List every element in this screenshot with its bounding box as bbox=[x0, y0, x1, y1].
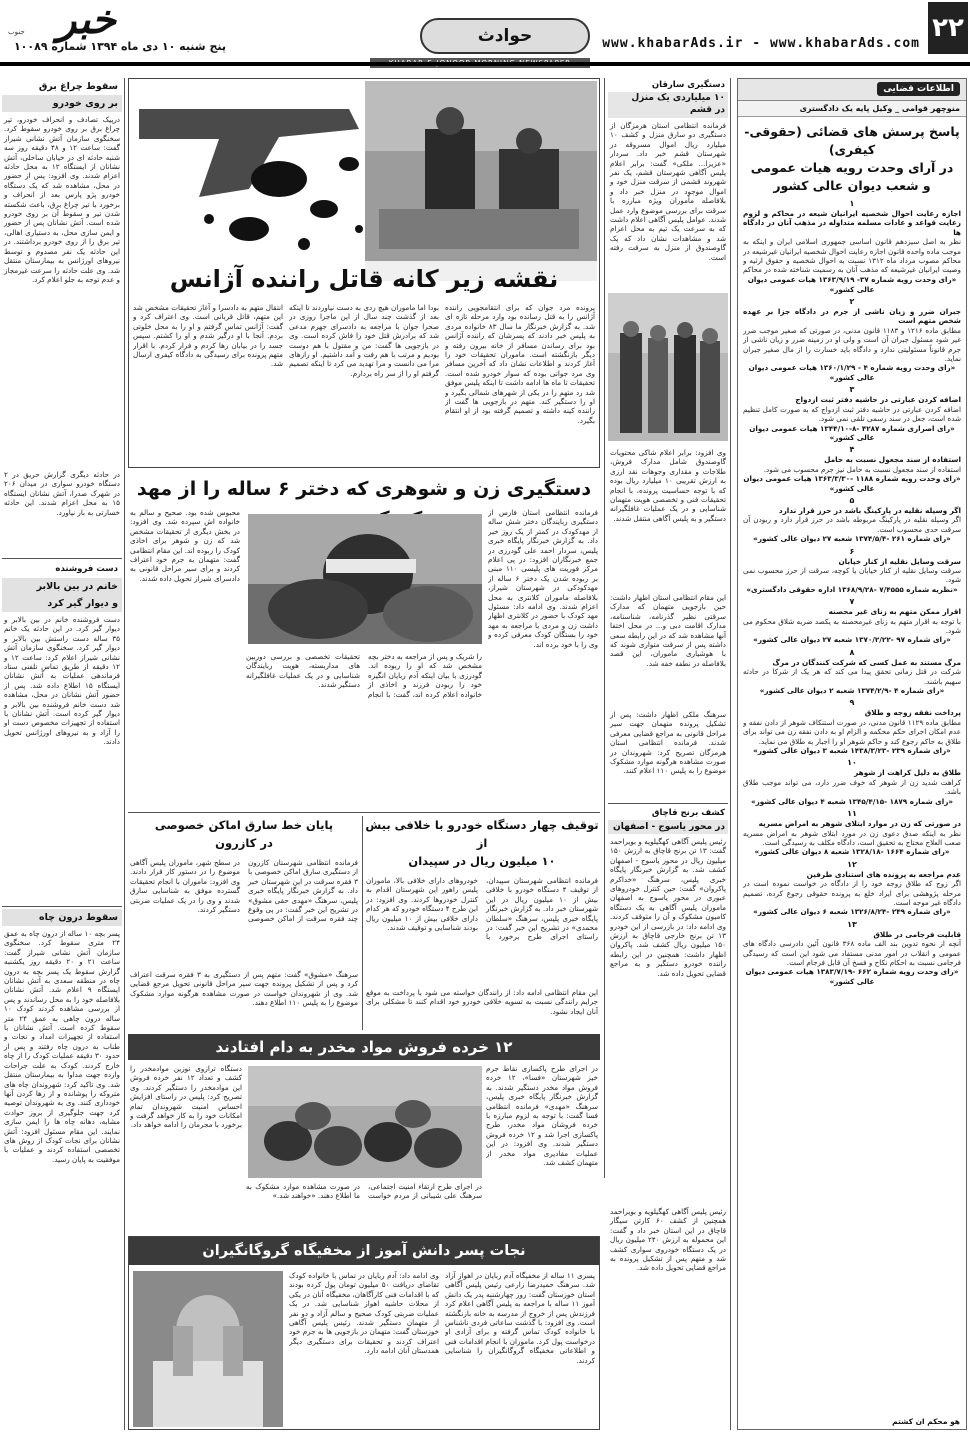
streetlight-body: درپیک تصادف و انحراف خودرو، تیر چراغ برق بر روی خودرو سقوط کرد. سخنگوی سازمان آتش نشانی شیراز گفت: ساعت ۱۲ و ۴۸ دقیقه روز سه شنبه حادثه ای در خیابان ساحلی، آتش نشانان از ایستگاه ۱۲ به محل حادثه اعزام شدند. وی افزود: پس از حضور در محل، مشاهده شد که یک دستگاه خودرو پژو پارس بعد از انحراف و برخورد با تیر چراغ برق، باعث شکسته شدن تیر و سقوط آن بر روی خودرو شده است. آتش نشانان پس از حضور و ایمن سازی محل، به دستیاری اهالی، تیر برق را از روی خودرو برداشتند. در این حادثه یک نفر مصدوم و توسط نیروهای اورژانس به بیمارستان منتقل شد. وی علت حادثه را سرعت غیرمجاز و عدم توجه به جلو اعلام کرد. bbox=[4, 115, 120, 284]
legal-items bbox=[738, 199, 966, 986]
legal-item-number: ۱ bbox=[849, 199, 855, 208]
section-tab bbox=[420, 18, 590, 54]
legal-column bbox=[737, 78, 967, 1430]
story-gheshm-body2: وی افزود: برابر اعلام شاکی محتویات گاوصندوق شامل مدارک فروش، طلاجات و مقداری وجوهات نقد ارزی به ارزش تقریبی ۱۰ میلیارد ریال بوده که با توجه حساسیت پرونده، با انجام تحقیقات فنی و تخصصی هویت متهمان شناسایی و در یک عملیات غافلگیرانه دستگیر و به پلیس آگاهی منتقل شدند. bbox=[610, 448, 726, 523]
legal-item-title: قابلیت فرجامی در طلاق bbox=[873, 929, 961, 939]
legal-item-ref: «رای شماره ۴ -۱۳۷۴/۲/۹ شعبه ۲ دیوان عالی کشور» bbox=[759, 686, 945, 696]
column-rule bbox=[604, 78, 605, 1178]
kidnap-body-2: را شریک و پس از مراجعه به دختر بچه مشخص شد که او را ربوده اند. گودرزی با بیان اینکه آدم ربایان انگیزه خود را ربودن فرزند و اخاذی از خانواده اعلام کرده اند، گفت: با انجام تحقیقات تخصصی و بررسی دوربین های مداربسته، هویت ربایندگان شناسایی و در یک عملیات غافلگیرانه دستگیر شدند. bbox=[246, 652, 482, 699]
kazerun-headline-1: پایان خط سارق اماکن خصوصی bbox=[154, 818, 334, 832]
legal-item bbox=[743, 547, 961, 595]
legal-item-number: ۱۲ bbox=[847, 859, 857, 869]
kidnap-body-3: محبوس شده بود. صحیح و سالم به خانواده اش سپرده شد. وی افزود: در بخش دیگری از تحقیقات مشخص شد که زن و شوهر برای اخاذی کودک را ربوده اند. این مقام انتظامی گفت: متهمان به جرم خود اعتراف کردند و برای سیر مراحل قانونی به دادسرای شیراز تحویل داده شدند. bbox=[130, 508, 240, 583]
kidnap-story bbox=[128, 508, 600, 810]
story-divider bbox=[2, 558, 122, 559]
legal-item-title: استفاده از سند مجعول نسبت به حامل bbox=[824, 455, 961, 465]
legal-item-number: ۶ bbox=[849, 546, 855, 556]
legal-item-ref: «رای شماره ۲۶۱ -۱۳۷۴/۵/۴ شعبه ۲۷ دیوان عالی کشور» bbox=[753, 534, 951, 544]
story-gheshm-body: فرمانده انتظامی استان هرمزگان از دستگیری دو سارق منزل و کشف ۱۰ میلیارد ریال اموال مسروقه در شهرستان قشم خبر داد. سردار «عزیزا... ملکی» گفت: برابر اعلام پلیس آگاهی شهرستان قشم، یک نفر شهروند قشمی از سرقت منزل خود و اموال موجود در منزل خبر داد و بلافاصله مأموران ویژه مبارزه با سرقت برای بررسی موضوع وارد عمل شدند. عوامل پلیس آگاهی اعلام داشت که به سرعت یک تیم به محل اعزام شد و مشاهدات نشان داد که یک گاوصندوق از منزل به سرقت رفته است. bbox=[610, 121, 726, 262]
legal-item-body: اضافه کردن عبارتی در حاشیه دفتر ثبت ازدواج که به صورت کامل تنظیم شده است، جعل در سند رسمی تلقی نمی شود. bbox=[743, 404, 961, 424]
rescue-story bbox=[128, 1236, 600, 1430]
kazerun-headline-2: در کازرون bbox=[215, 836, 273, 850]
streetlight-story bbox=[2, 78, 122, 556]
legal-item-ref: «رای شماره ۲۴۹ -۱۳۲۶/۸/۲۴ شعبه ۶ دیوان عالی کشور» bbox=[753, 907, 951, 917]
legal-item bbox=[743, 496, 961, 544]
legal-item bbox=[743, 920, 961, 986]
story-rice bbox=[608, 806, 728, 1430]
legal-item bbox=[743, 758, 961, 806]
drugs-body-2: دستگاه ترازوی توزین موادمخدر را کشف و تعداد ۱۲ نفر خرده فروش این موادمخدر را دستگیر کردند. وی تصریح کرد: پلیس در راستای افزایش احساس امنیت شهروندان تمام امکانات خود را به کار خواهد گرفت و برخورد با مجرمان را ادامه خواهد داد. bbox=[130, 1064, 242, 1130]
legal-headline-1: پاسخ پرسش های قضائی (حقوقی- کیفری) bbox=[744, 124, 960, 157]
streetlight-body-2: در حادثه دیگری گزارش حریق در ۲ دستگاه خودرو سواری در میدان ۲۰۶ در شهرک صدرا، آتش نشانان ایستگاه ۱۵ به محل اعزام شدند. این حادثه خسارتی به بار نیاورد. bbox=[4, 470, 120, 517]
legal-item-title: پرداخت نفقه زوجه و طلاق bbox=[864, 708, 961, 718]
legal-item-body: نظر به اصل سیزدهم قانون اساسی جمهوری اسلامی ایران و اینکه به موجب ماده واحده قانون اجازه رعایت احوال شخصیه ایرانیان غیرشیعه در محاکم مصوب مرداد ماه ۱۳۱۲ نسبت به احوال شخصیه و حقوق ارثیه و وصیت ایرانیان غیرشیعه که مذهب آنان به رسمیت شناخته شده در محاکم bbox=[743, 237, 961, 275]
story-rice-body: رئیس پلیس آگاهی کهگیلویه و بویراحمد گفت: ۱۳ تن برنج قاچاق به ارزش ۱۵۰ میلیون ریال در محور یاسوج - اصفهان کشف شد. به گزارش خبرنگار پایگاه خبری پلیس، سرهنگ «خداکرم پاکروان» گفت: حین کنترل خودروهای عبوری در محور یاسوج به اصفهان ماموران پلیس آگاهی به یک دستگاه کامیون مشکوک و آن را متوقف کردند. وی ادامه داد: در بازرسی از این خودرو ۱۳ تن برنج خارجی قاچاق به ارزش ۱۵۰ میلیون ریال کشف شد. پاکروان اظهار داشت: همچنین در این رابطه راننده خودرو دستگیر و به مراجع قضایی تحویل داده شد. bbox=[610, 837, 726, 978]
legal-item-body: نظر به اینکه صدق دعوی زن در مورد ابتلای شوهر به امراض مسریه صعب العلاج محتاج به تحقیق است، دادگاه مکلف به رسیدگی است. bbox=[743, 828, 961, 847]
legal-item bbox=[743, 698, 961, 755]
kazerun-body: فرمانده انتظامی شهرستان کازرون از دستگیری سارق اماکن خصوصی با ۳ فقره سرقت در این شهرستان خبر داد. به گزارش خبرنگار پایگاه خبری پلیس، سرهنگ «مهدی حقی مشوق» در تشریح این خبر گفت: در پی وقوع چند فقره سرقت از اماکن خصوصی در سطح شهر، ماموران پلیس آگاهی موضوع را در دستور کار قرار دادند. وی افزود: ماموران با انجام تحقیقات گسترده موفق به شناسایی سارق شدند و وی را در یک عملیات ضربتی دستگیر کردند. bbox=[130, 858, 358, 924]
legal-item-body: استفاده از سند مجعول نسبت به حامل نیز جرم محسوب می شود. bbox=[763, 464, 961, 474]
kidnap-photo bbox=[248, 514, 482, 644]
rescue-headline-bar bbox=[129, 1237, 599, 1265]
legal-item-title: طلاق به دلیل کراهت از شوهر bbox=[854, 768, 961, 778]
section-title: حوادث bbox=[477, 26, 533, 46]
lift-kicker: دست فروشنده bbox=[55, 564, 118, 574]
logo-sub: جنوب bbox=[8, 28, 25, 36]
legal-item-body: مطابق ماده ۱۲۱۶ و ۱۱۸۳ قانون مدنی، در صورتی که صغیر موجب ضرر غیر شود مسئول جبران آن است و ولی او در زمینه ضرر و زیان ناشی از جرم قانوناً مسئولیتی ندارد و دادگاه باید خسارت را از مال صغیر جبران نماید. bbox=[743, 325, 961, 364]
legal-item bbox=[743, 297, 961, 382]
legal-item-ref: «رای وحدت رویه شماره ۶۶۲ -۱۳۸۳/۷/۱۹ هیات عمومی دیوان عالی کشور» bbox=[745, 967, 959, 986]
legal-headline-block bbox=[738, 117, 966, 199]
suspects-image bbox=[608, 293, 728, 441]
legal-item-number: ۴ bbox=[849, 445, 855, 455]
well-headline: سقوط درون چاه bbox=[2, 909, 122, 926]
kidnap-headline: دستگیری زن و شوهری که دختر ۶ ساله را از مهد bbox=[136, 478, 592, 500]
rescue-body-2: وی ادامه داد: آدم ربایان در تماس با خانواده کودک تقاضای دریافت ۵۰ میلیون تومان پول کرده بودند که با اقدامات فنی کارآگاهان، مخفیگاه آنان در یکی از محلات حاشیه اهواز شناسایی شد. در یک عملیات ضربتی کودک صحیح و سالم آزاد و دو نفر از متهمان دستگیر شدند. رئیس پلیس آگاهی خوزستان گفت: متهمان در بازجویی ها به جرم خود اعتراف کردند و تحقیقات برای دستگیری دیگر همدستان آنان ادامه دارد. bbox=[289, 1271, 439, 1356]
legal-item-ref: «نظریه شماره ۷/۴۵۵۵ -۱۳۶۸/۹/۲۸ اداره حقوقی دادگستری» bbox=[746, 584, 958, 594]
lead-body-1: پرونده مرد جوان که برای انتقامجویی راننده آژانس را به قتل رسانده بود وارد مرحله تازه ای شد. به گزارش خبرنگار ما سال ۸۳ خانواده مردی به پلیس خبر دادند که پسرشان که راننده آژانس بود برای رساندن مسافر از خانه بیرون رفته و دیگر بازنگشته است. ماموران تحقیقات خود را آغاز کردند و اطلاعات نشان داد که آخرین مسافر وی مرد جوانی بوده که سوار خودرو شده است. تحقیقات تا ماه ها ادامه داشت تا اینکه پلیس موفق شد رد متهم را در یکی از شهرهای شمالی بگیرد و او را دستگیر کند. متهم در بازجویی ها گفت از راننده کینه داشته و تصمیم گرفته بود از او انتقام بگیرد. bbox=[445, 303, 595, 425]
legal-item-number: ۸ bbox=[849, 647, 855, 657]
boy-head-in-hands-image bbox=[133, 1271, 283, 1427]
sepidan-body: فرمانده انتظامی شهرستان سپیدان، از توقیف ۴ دستگاه خودرو با خلافی بیش از ۱۰ میلیون ریال در این شهرستان خبر داد. به گزارش خبرنگار پایگاه خبری پلیس، سرهنگ «سلطان محمدی» در تشریح این خبر گفت: در راستای اجرای طرح برخورد با خودروهای دارای خلافی بالا، ماموران پلیس راهور این شهرستان اقدام به کنترل خودروها کردند. وی افزود: در این طرح ۴ دستگاه خودرو که هر کدام دارای خلافی بیش از ۱۰ میلیون ریال بودند شناسایی و توقیف شدند. bbox=[366, 876, 599, 942]
lift-story bbox=[2, 561, 122, 904]
legal-item-title: اگر وسیله نقلیه در پارکینگ باشد در حرز قرار ندارد bbox=[778, 505, 961, 515]
legal-item-title: سرقت وسایل نقلیه از کنار خیابان bbox=[838, 556, 961, 566]
story-gheshm-body3: این مقام انتظامی استان اظهار داشت: حین بازجویی متهمان که مدارک سرقتی نظیر گذرنامه، شناسنامه، مدارک اقامت دبی و... در محل اختفا آنها مشاهده شد که در این رابطه سعی داشته پس از سرقت متواری شوند که با هوشیاری ماموران، این قصد بلافاصله در نطفه خفه شد. bbox=[610, 593, 726, 668]
legal-item-body: آنچه از نحوه تدوین بند الف ماده ۳۶۸ قانون آئین دادرسی دادگاه های عمومی و انقلاب در امور مدنی مستفاد می شود این است که رسیدگی فرجامی نسبت به احکام نکاح و فسخ آن قابل فرجام است. bbox=[743, 939, 961, 967]
story-gheshm-kicker: دستگیری سارقان bbox=[651, 80, 725, 90]
kidnap-body-1: فرمانده انتظامی استان فارس از دستگیری ربایندگان دختر شش ساله از مهدکودک در کمتر از یک روز خبر داد. به گزارش خبرنگار پایگاه خبری پلیس، سردار احمد علی گودرزی در جمع خبرنگاران افزود: در پی اعلام مرکز فوریت های پلیسی ۱۱۰ مبنی بر ربوده شدن یک دختر ۶ ساله از مهدکودکی در شهرستان شیراز، بلافاصله ماموران کلانتری به محل اعزام شدند. وی ادامه داد: مسئول مهد کودک با حضور در کلانتری اظهار داشت زن و مردی با مراجعه به مهد خود را بستگان کودک معرفی کرده و وی را با خود برده اند. bbox=[488, 508, 598, 649]
legal-item bbox=[743, 199, 961, 294]
legal-item-body: شرکت در قتل زمانی تحقق پیدا می کند که هر یک از شرکا در حادثه سهیم باشند. bbox=[743, 667, 961, 686]
lift-headline-1: خانم در بین بالابر bbox=[2, 578, 122, 595]
legal-item bbox=[743, 648, 961, 696]
legal-item-ref: «رای شماره ۱۸۷۹ -۱۳۴۵/۴/۱۵ شعبه ۴ دیوان عالی کشور» bbox=[750, 796, 954, 806]
legal-item-title: اجازه رعایت احوال شخصیه ایرانیان شیعه در محاکم و لزوم رعایت قواعد و عادات مسلمه متداوله در مذهب آنان در دادگاه ها bbox=[743, 209, 961, 237]
streetlight-headline-1: سقوط چراغ برق bbox=[38, 81, 118, 92]
streetlight-headline-2: بر روی خودرو bbox=[2, 95, 122, 112]
drugs-headline-bar bbox=[128, 1034, 600, 1060]
legal-item-title: در صورتی که زن در موارد ابتلای شوهر به امراض مسریه bbox=[758, 819, 961, 829]
legal-item-body: اگر وسیله نقلیه در پارکینگ مربوطه باشد در حرز قرار دارد و ربودن آن سرقت حدی محسوب است. bbox=[743, 515, 961, 534]
lift-headline-2: و دیوار گیر کرد bbox=[2, 595, 122, 612]
rescue-photo bbox=[133, 1271, 283, 1427]
legal-item-number: ۹ bbox=[849, 698, 855, 708]
story-gheshm bbox=[608, 78, 728, 798]
story-divider bbox=[2, 906, 122, 907]
legal-item bbox=[743, 445, 961, 493]
page-number: ۲۲ bbox=[928, 2, 968, 54]
legal-box-head bbox=[738, 79, 966, 101]
sepidan-headline-2: ۱۰ میلیون ریال در سپیدان bbox=[408, 854, 556, 868]
logo-text: خبر bbox=[57, 0, 116, 43]
legal-item-title: مرگ مستند به عمل کسی که شرکت کنندگان در مرگ bbox=[772, 657, 961, 667]
lead-headline: نقشه زیر کانه قاتل راننده آژانس bbox=[129, 261, 599, 297]
kazerun-story bbox=[128, 816, 360, 1030]
legal-item bbox=[743, 809, 961, 857]
legal-item-title: جبران ضرر و زیان ناشی از جرم در دادگاه جزا بر عهده شخص متهم است bbox=[743, 307, 961, 326]
legal-item-ref: «رای شماره ۱۶۶۴ -۱۳۲۸/۱۸ شعبه ۸ دیوان عالی کشور» bbox=[754, 847, 950, 857]
legal-item-ref: «رای شماره ۲۳۹ -۱۴۳۸/۳/۲۳ شعبه ۳ دیوان عالی کشور» bbox=[753, 746, 951, 756]
legal-item-body: سرقت وسایل نقلیه از کنار خیابان یا کوچه، سرقت از حرز محسوب نمی شود. bbox=[743, 565, 961, 585]
logo bbox=[6, 0, 116, 43]
lead-body-3: انتقال متهم به دادسرا و آغاز تحقیقات مشخص شد این متهم، قاتل قربانی است. وی اعتراف کرد و گفت: آژانس تماس گرفتم و او را به محل خلوتی بردم. آنجا با او درگیر شدم و او را کشتم. سپس جسد را در بیابان رها کردم و فرار کردم. با اقرار متهم پرونده برای رسیدگی به دادگاه کیفری ارسال شد. bbox=[133, 303, 283, 369]
legal-headline-2: در آرای وحدت رویه هیات عمومی bbox=[750, 160, 954, 175]
story-gheshm-body4: سرهنگ ملکی اظهار داشت: پس از تشکیل پرونده متهمان جهت سیر مراحل قانونی به مراجع قضایی معرفی شدند. فرمانده انتظامی استان هرمزگان تصریح کرد: شهروندان در صورت مشاهده هرگونه موارد مشکوک موضوع را به پلیس ۱۱۰ اعلام کنند. bbox=[610, 710, 726, 776]
sepidan-headline-1: توقیف چهار دستگاه خودرو با خلافی بیش از bbox=[365, 818, 599, 850]
column-rule bbox=[124, 78, 125, 1430]
sepidan-body-2: این مقام انتظامی ادامه داد: از رانندگان خواسته می شود با پرداخت به موقع جرایم رانندگی نسبت به تسویه خلافی خودرو خود اقدام کنند تا مشکلی برای آنان ایجاد نشود. bbox=[366, 988, 598, 1016]
legal-item-number: ۳ bbox=[849, 385, 855, 395]
column-rule bbox=[362, 816, 363, 1030]
arrested-dealers-image bbox=[248, 1066, 482, 1178]
masthead-rule bbox=[0, 62, 970, 66]
legal-item-title: اقرار ممکن متهم به زنای غیر محصنه bbox=[828, 607, 961, 617]
legal-box-title: اطلاعات قضایی bbox=[877, 82, 960, 96]
legal-item-ref: «رای اصراری شماره ۴۲۸۷ -۸-۱۳۴۴/۱۰ هیات عمومی دیوان عالی کشور» bbox=[749, 423, 955, 442]
lead-story bbox=[128, 78, 600, 468]
suspects-photo bbox=[608, 293, 728, 441]
legal-item-number: ۱۰ bbox=[847, 758, 857, 768]
story-gheshm-headline-2: در قشم bbox=[608, 104, 728, 118]
legal-byline: منوچهر قوامی _ وکیل پایه یک دادگستری bbox=[738, 101, 966, 117]
legal-item-body: مطابق ماده ۱۱۲۹ قانون مدنی، در صورت استنکاف شوهر از دادن نفقه و عدم امکان اجرای حکم محکمه و الزام او به دادن نفقه زن می تواند برای طلاق به حاکم رجوع کند و حاکم شوهر او را اجبار به طلاق می نماید. bbox=[743, 717, 961, 746]
legal-item-ref: «رای وحدت رویه شماره ۳۷- ۱۳۶۳/۹/۱۹ هیات عمومی دیوان عالی کشور» bbox=[747, 275, 957, 294]
story-rice-body2: رئیس پلیس آگاهی کهگیلویه و بویراحمد همچنین از کشف ۶۰ کارتن سیگار قاچاق در این استان خبر داد و گفت: این محموله به ارزش ۲۴۰ میلیون ریال در یک دستگاه خودروی سواری کشف شد و متهم پس از تشکیل پرونده به مراجع قضایی تحویل داده شد. bbox=[610, 1207, 726, 1273]
legal-item-body: کراهت شدید زن از شوهر که خوف ضرر دارد، می تواند موجب طلاق باشد. bbox=[743, 777, 961, 797]
story-rice-headline: در محور یاسوج - اصفهان bbox=[608, 820, 728, 834]
left-column bbox=[2, 78, 122, 1430]
rescue-body-1: پسری ۱۱ ساله از مخفیگاه آدم ربایان در اهواز آزاد شد. سرهنگ حمیدرضا زارعی رئیس پلیس آگاهی استان خوزستان گفت: روز چهارشنبه پدر یک دانش آموز ۱۱ ساله با مراجعه به پلیس آگاهی اعلام کرد فرزندش پس از خروج از مدرسه به خانه بازنگشته است. وی افزود: با گذشت ساعاتی فردی ناشناس با خانواده کودک تماس گرفته و برای آزادی او درخواست پول کرد. ماموران با انجام اقدامات فنی و اطلاعاتی مخفیگاه گروگانگیران را شناسایی کردند. bbox=[445, 1271, 595, 1365]
story-gheshm-headline-1: ۱۰ میلیاردی یک منزل bbox=[608, 92, 728, 104]
legal-item-ref: «رای شماره ۹۷ -۱۳۷۰/۲/۲۲ شعبه ۲۷ دیوان عالی کشور» bbox=[753, 635, 951, 645]
well-body: پسر بچه ۱۰ ساله از درون چاه به عمق ۲۴ متری سقوط کرد. سخنگوی سازمان آتش نشانی شیراز گفت: ساعت ۲۱ و ۲۰ دقیقه روز یکشنبه گزارش سقوط یک پسر بچه به درون چاه در منطقه سعدی به آتش نشانان ایستگاه ۹ اعلام شد. آتش نشانان بلافاصله خود را به محل رساندند و پس از بررسی مشاهده کردند کودک ۱۰ ساله درون چاهی به عمق ۲۴ متر سقوط کرده است. آتش نشانان با استفاده از تجهیزات امداد و نجات و طناب به درون چاه رفتند و پس از حدود ۳۰ دقیقه عملیات کودک را از چاه خارج کردند. کودک به علت جراحات وارده جهت مداوا به بیمارستان منتقل شد. وی تاکید کرد: شهروندان چاه های متروکه را پوشانده و از رها کردن آنها خودداری کنند. وی به شهروندان توصیه کرد جهت جلوگیری از بروز حوادث مشابه، دهانه چاه ها را ایمن سازی نمایند. این مقام مسئول افزود: آتش نشانان برای نجات کودک از روش های تخصصی استفاده کردند و عملیات با موفقیت به پایان رسید. bbox=[4, 929, 120, 1164]
story-divider bbox=[128, 812, 600, 813]
blindfolded-suspect-image bbox=[248, 514, 482, 644]
legal-item-number: ۲ bbox=[849, 297, 855, 307]
story-rice-kicker: کشف برنج قاچاق bbox=[651, 808, 725, 818]
drugs-headline: ۱۲ خرده فروش مواد مخدر به دام افتادند bbox=[215, 1038, 513, 1056]
legal-footer: هو محکم ان کشتم bbox=[892, 1417, 960, 1426]
drugs-body-1: در اجرای طرح پاکسازی نقاط جرم خیز شهرستان «فسا»، ۱۲ خرده فروش مواد مخدر دستگیر شدند. به گزارش خبرنگار پایگاه خبری پلیس، سرهنگ «مهدی» فرمانده انتظامی فسا گفت: با توجه به لزوم مبارزه با خرده فروشان مواد مخدر، طرح پاکسازی اجرا شد و ۱۲ خرده فروش دستگیر شدند. وی افزود: در این عملیات مقادیری مواد مخدر از متهمان کشف شد. bbox=[486, 1064, 598, 1168]
well-story bbox=[2, 909, 122, 1430]
drugs-body-3: در اجرای طرح ارتقاء امنیت اجتماعی، سرهنگ علی شیبانی از مردم خواست در صورت مشاهده موارد مشکوک به ما اطلاع دهند. «خواهند شد.» bbox=[246, 1182, 482, 1201]
legal-item bbox=[743, 860, 961, 917]
legal-headline-3: و شعب دیوان عالی کشور bbox=[773, 178, 931, 193]
legal-item bbox=[743, 385, 961, 442]
legal-item-number: ۱۳ bbox=[847, 919, 857, 929]
lead-body-2: بودا اما ماموران هیچ ردی به دست نیاوردند تا اینکه بعد از گذشت چند سال از این ماجرا روزی در صحرا جوان با مراجعه به دادسرای جهرم مدعی شد که برادرش قتل خود را فاش کرده است. وی در بازجویی ها گفت: من و مقتول با هم دوست بودیم و مرتب با هم رفت و آمد داشتیم. او رازهای مرا می دانست و مرا تهدید می کرد تا اینکه تصمیم گرفتم او را از سر راه بردارم. bbox=[289, 303, 439, 378]
legal-item-title: عدم مراجعه به پرونده های استنادی طرفین bbox=[806, 869, 961, 879]
legal-item-ref: «رای وحدت رویه شماره ۱۱۸۸ -۱۳۶۳/۳/۳۰ هیات عمومی دیوان عالی کشور» bbox=[743, 474, 961, 493]
legal-item-body: اگر زوج که طلاق زوجه خود را از دادگاه در خواست نموده است در مرحله پژوهشی برای ایراد خلع به پرونده حقوقی رجوع کرده، تصمیم دادگاه غیر موجه است. bbox=[743, 879, 961, 907]
lift-body: دست فروشنده خانم در بین بالابر و دیوار گیر کرد. در این حادثه یک خانم ۳۵ ساله دست راستش بین بالابر و دیوار گیر کرد. سخنگوی سازمان آتش نشانی شیراز اعلام کرد: ساعت ۱۲ و ۱۲ دقیقه از طریق تماس تلفنی ستاد فرماندهی عملیات به آتش نشانان ایستگاه ۱۵ اطلاع داده شد. پس از حضور آتش نشانان در محل، مشاهده شد دست خانم فروشنده بین بالابر و دیوار گیر کرده است. آتش نشانان با استفاده از تجهیزات مخصوص دست او را آزاد و به نیروهای اورژانس تحویل دادند. bbox=[4, 615, 121, 747]
legal-item-number: ۱۱ bbox=[847, 809, 857, 819]
rescue-headline: نجات پسر دانش آموز از مخفیگاه گروگانگیران bbox=[202, 1243, 526, 1259]
column-rule bbox=[730, 78, 731, 1430]
website-url[interactable]: www.khabarAds.ir - www.khabarAds.com bbox=[602, 36, 920, 51]
legal-item-number: ۷ bbox=[849, 597, 855, 607]
kazerun-body-2: سرهنگ «مشوق» گفت: متهم پس از دستگیری به ۳ فقره سرقت اعتراف کرد و پس از تشکیل پرونده جهت سیر مراحل قانونی تحویل مرجع قضایی شد. وی از شهروندان خواست در صورت مشاهده هرگونه موارد مشکوک موضوع را به پلیس ۱۱۰ اطلاع دهند. bbox=[130, 970, 358, 1008]
date-line: پنج شنبه ۱۰ دی ماه ۱۳۹۴ شماره ۱۰۰۸۹ bbox=[13, 40, 226, 53]
legal-item-body: با توجه به اقرار متهم به زنای غیرمحصنه به یکصد ضربه شلاق محکوم می شود. bbox=[743, 616, 961, 635]
story-divider bbox=[608, 803, 728, 804]
legal-item-number: ۵ bbox=[849, 495, 855, 505]
drugs-story bbox=[128, 1064, 600, 1232]
legal-item bbox=[743, 597, 961, 645]
legal-item-ref: «رای وحدت رویه شماره ۴ - ۱۳۶۰/۱/۲۹ هیات عمومی دیوان عالی کشور» bbox=[748, 363, 956, 382]
sepidan-story bbox=[364, 816, 600, 1030]
legal-item-title: اضافه کردن عبارتی در حاشیه دفتر ثبت ازدواج bbox=[795, 395, 961, 405]
masthead bbox=[0, 0, 970, 70]
drugs-photo bbox=[248, 1066, 482, 1178]
